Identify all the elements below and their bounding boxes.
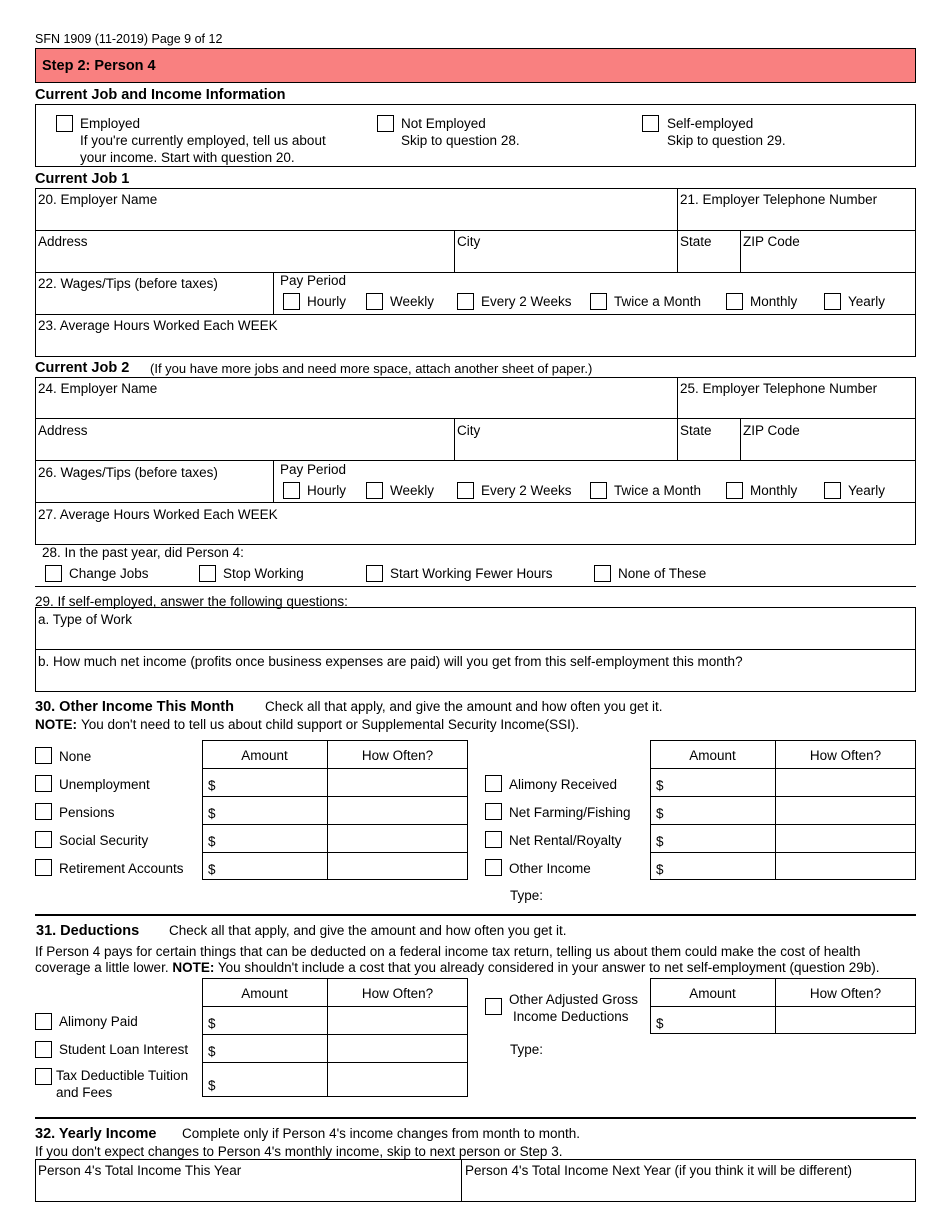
alimony-received-label: Alimony Received	[509, 777, 618, 792]
job2-every-2-weeks-label: Every 2 Weeks	[481, 483, 572, 498]
job1-hourly-checkbox[interactable]	[283, 293, 300, 310]
net-farming-amount-field[interactable]: $	[656, 806, 664, 821]
job1-state-field[interactable]: State	[680, 234, 712, 249]
job1-avg-hours-field[interactable]: 23. Average Hours Worked Each WEEK	[38, 318, 278, 333]
q28-label: 28. In the past year, did Person 4:	[42, 545, 244, 560]
q30-instruction: Check all that apply, and give the amount and how often you get it.	[265, 699, 663, 714]
job1-every-2-weeks-label: Every 2 Weeks	[481, 294, 572, 309]
job1-monthly-checkbox[interactable]	[726, 293, 743, 310]
other-income-amount-field[interactable]: $	[656, 862, 664, 877]
other-income-checkbox[interactable]	[485, 859, 502, 876]
q30-right-how-often-header: How Often?	[809, 748, 882, 763]
q31-left-how-often-header: How Often?	[361, 986, 434, 1001]
job1-weekly-label: Weekly	[390, 294, 435, 309]
none-income-label: None	[59, 749, 92, 764]
q31-para2-note: NOTE:	[172, 960, 215, 975]
q31-title: 31. Deductions	[36, 923, 140, 939]
q29-label: 29. If self-employed, answer the following questions:	[35, 594, 348, 609]
job1-employer-name-field[interactable]: 20. Employer Name	[38, 192, 158, 207]
q30-right-amount-header: Amount	[689, 748, 736, 763]
job2-hourly-label: Hourly	[307, 483, 347, 498]
net-income-field[interactable]: b. How much net income (profits once business expenses are paid) will you get from this self-employment this month?	[38, 654, 743, 669]
student-loan-interest-label: Student Loan Interest	[59, 1042, 189, 1057]
job1-wages-field[interactable]: 22. Wages/Tips (before taxes)	[38, 276, 218, 291]
job2-twice-a-month-checkbox[interactable]	[590, 482, 607, 499]
q30-left-how-often-header: How Often?	[361, 748, 434, 763]
social-security-amount-field[interactable]: $	[208, 834, 216, 849]
job2-state-field[interactable]: State	[680, 423, 712, 438]
q32-instruction: Complete only if Person 4's income changes from month to month.	[182, 1126, 581, 1141]
job1-twice-a-month-label: Twice a Month	[614, 294, 702, 309]
job1-hourly-label: Hourly	[307, 294, 347, 309]
q32-note: If you don't expect changes to Person 4's monthly income, skip to next person or Step 3.	[35, 1144, 563, 1159]
self-employed-note: Skip to question 29.	[667, 133, 786, 148]
tuition-fees-checkbox[interactable]	[35, 1068, 52, 1085]
none-of-these-label: None of These	[618, 566, 707, 581]
q32-title: 32. Yearly Income	[35, 1126, 157, 1142]
other-income-type-field[interactable]: Type:	[510, 888, 544, 903]
current-job-info-title: Current Job and Income Information	[35, 87, 286, 103]
job1-yearly-label: Yearly	[848, 294, 886, 309]
alimony-paid-label: Alimony Paid	[59, 1014, 138, 1029]
employed-label: Employed	[80, 116, 141, 131]
job1-title: Current Job 1	[35, 171, 130, 187]
other-income-label: Other Income	[509, 861, 591, 876]
job1-employer-phone-field[interactable]: 21. Employer Telephone Number	[680, 192, 878, 207]
net-rental-checkbox[interactable]	[485, 831, 502, 848]
stop-working-checkbox[interactable]	[199, 565, 216, 582]
job1-address-field[interactable]: Address	[38, 234, 88, 249]
job2-employer-phone-field[interactable]: 25. Employer Telephone Number	[680, 381, 878, 396]
net-farming-checkbox[interactable]	[485, 803, 502, 820]
other-deductions-amount-field[interactable]: $	[656, 1016, 664, 1031]
income-next-year-field[interactable]: Person 4's Total Income Next Year (if you think it will be different)	[465, 1163, 853, 1178]
alimony-received-amount-field[interactable]: $	[656, 778, 664, 793]
net-rental-label: Net Rental/Royalty	[509, 833, 622, 848]
job2-twice-a-month-label: Twice a Month	[614, 483, 702, 498]
social-security-label: Social Security	[59, 833, 149, 848]
job2-monthly-label: Monthly	[750, 483, 798, 498]
job1-yearly-checkbox[interactable]	[824, 293, 841, 310]
q30-left-amount-header: Amount	[241, 748, 288, 763]
job1-city-field[interactable]: City	[457, 234, 481, 249]
job2-yearly-label: Yearly	[848, 483, 886, 498]
job1-zip-field[interactable]: ZIP Code	[743, 234, 800, 249]
net-farming-label: Net Farming/Fishing	[509, 805, 631, 820]
not-employed-label: Not Employed	[401, 116, 486, 131]
tuition-fees-label-2: and Fees	[56, 1085, 113, 1100]
job2-note: (If you have more jobs and need more space, attach another sheet of paper.)	[150, 361, 593, 376]
stop-working-label: Stop Working	[223, 566, 304, 581]
retirement-accounts-checkbox[interactable]	[35, 859, 52, 876]
self-employed-checkbox[interactable]	[642, 115, 659, 132]
q31-instruction: Check all that apply, and give the amount and how often you get it.	[169, 923, 567, 938]
job1-every-2-weeks-checkbox[interactable]	[457, 293, 474, 310]
q30-title: 30. Other Income This Month	[35, 699, 234, 715]
other-deductions-checkbox[interactable]	[485, 998, 502, 1015]
job2-zip-field[interactable]: ZIP Code	[743, 423, 800, 438]
pensions-amount-field[interactable]: $	[208, 806, 216, 821]
other-deductions-type-field[interactable]: Type:	[510, 1042, 544, 1057]
other-deductions-label-2: Income Deductions	[513, 1009, 629, 1024]
q31-paragraph-2	[35, 960, 880, 976]
q31-paragraph-1: If Person 4 pays for certain things that can be deducted on a federal income tax return, telling us about them could make the cost of health	[35, 944, 861, 959]
job2-hourly-checkbox[interactable]	[283, 482, 300, 499]
retirement-accounts-label: Retirement Accounts	[59, 861, 184, 876]
none-of-these-checkbox[interactable]	[594, 565, 611, 582]
form-id: SFN 1909 (11-2019) Page 9 of 12	[35, 32, 223, 46]
job1-twice-a-month-checkbox[interactable]	[590, 293, 607, 310]
unemployment-checkbox[interactable]	[35, 775, 52, 792]
q31-left-amount-header: Amount	[241, 986, 288, 1001]
employed-note-2: your income. Start with question 20.	[80, 150, 295, 165]
alimony-paid-checkbox[interactable]	[35, 1013, 52, 1030]
job2-wages-field[interactable]: 26. Wages/Tips (before taxes)	[38, 465, 218, 480]
q30-note-bold: NOTE:	[35, 717, 77, 732]
unemployment-amount-field[interactable]: $	[208, 778, 216, 793]
job1-monthly-label: Monthly	[750, 294, 798, 309]
job2-weekly-checkbox[interactable]	[366, 482, 383, 499]
step-title: Step 2: Person 4	[42, 58, 156, 74]
social-security-checkbox[interactable]	[35, 831, 52, 848]
fewer-hours-label: Start Working Fewer Hours	[390, 566, 553, 581]
job2-yearly-checkbox[interactable]	[824, 482, 841, 499]
job2-pay-period-label: Pay Period	[280, 462, 347, 477]
change-jobs-checkbox[interactable]	[45, 565, 62, 582]
income-this-year-field[interactable]: Person 4's Total Income This Year	[38, 1163, 242, 1178]
not-employed-checkbox[interactable]	[377, 115, 394, 132]
job1-pay-period-label: Pay Period	[280, 273, 347, 288]
self-employed-label: Self-employed	[667, 116, 754, 131]
q31-right-how-often-header: How Often?	[809, 986, 882, 1001]
job2-employer-name-field[interactable]: 24. Employer Name	[38, 381, 158, 396]
change-jobs-label: Change Jobs	[69, 566, 149, 581]
q31-para2-start: coverage a little lower.	[35, 960, 173, 975]
step-banner	[35, 48, 916, 83]
q30-note: You don't need to tell us about child support or Supplemental Security Income(SSI).	[81, 717, 580, 732]
job2-title: Current Job 2	[35, 360, 130, 376]
tuition-fees-label-1: Tax Deductible Tuition	[56, 1068, 189, 1083]
alimony-paid-amount-field[interactable]: $	[208, 1016, 216, 1031]
alimony-received-checkbox[interactable]	[485, 775, 502, 792]
student-loan-interest-checkbox[interactable]	[35, 1041, 52, 1058]
q31-para2-end: You shouldn't include a cost that you already considered in your answer to net self-employment (question 29b).	[214, 960, 880, 975]
job2-weekly-label: Weekly	[390, 483, 435, 498]
job2-city-field[interactable]: City	[457, 423, 481, 438]
net-rental-amount-field[interactable]: $	[656, 834, 664, 849]
job2-every-2-weeks-checkbox[interactable]	[457, 482, 474, 499]
type-of-work-field[interactable]: a. Type of Work	[38, 612, 133, 627]
pensions-checkbox[interactable]	[35, 803, 52, 820]
none-income-checkbox[interactable]	[35, 747, 52, 764]
other-deductions-label-1: Other Adjusted Gross	[509, 992, 639, 1007]
employed-checkbox[interactable]	[56, 115, 73, 132]
job2-avg-hours-field[interactable]: 27. Average Hours Worked Each WEEK	[38, 507, 278, 522]
pensions-label: Pensions	[59, 805, 115, 820]
unemployment-label: Unemployment	[59, 777, 150, 792]
job2-monthly-checkbox[interactable]	[726, 482, 743, 499]
not-employed-note: Skip to question 28.	[401, 133, 520, 148]
employed-note-1: If you're currently employed, tell us about	[80, 133, 326, 148]
job2-address-field[interactable]: Address	[38, 423, 88, 438]
student-loan-interest-amount-field[interactable]: $	[208, 1044, 216, 1059]
retirement-accounts-amount-field[interactable]: $	[208, 862, 216, 877]
q31-right-amount-header: Amount	[689, 986, 736, 1001]
fewer-hours-checkbox[interactable]	[366, 565, 383, 582]
job1-weekly-checkbox[interactable]	[366, 293, 383, 310]
tuition-fees-amount-field[interactable]: $	[208, 1078, 216, 1093]
